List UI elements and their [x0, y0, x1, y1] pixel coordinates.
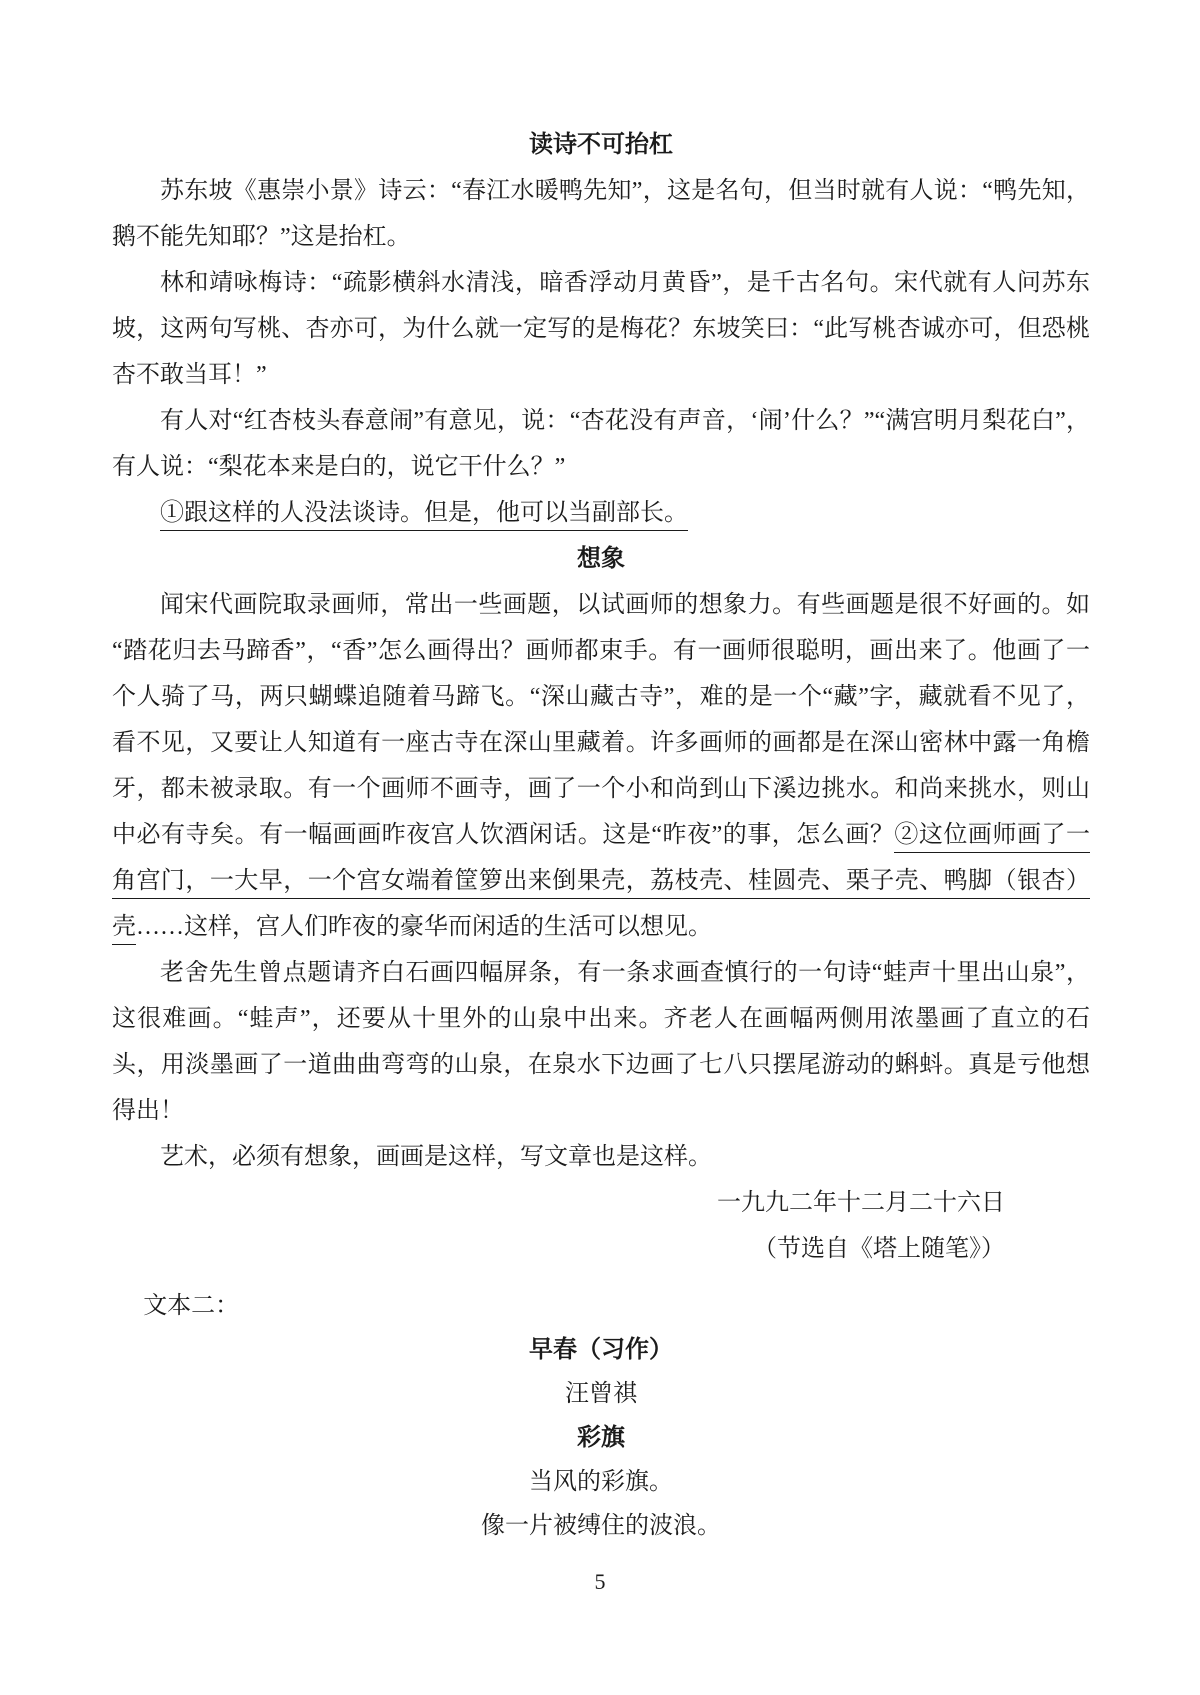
section-heading-imagination: 想象: [577, 546, 625, 572]
paragraph-hongxing: 有人对“红杏枝头春意闹”有意见，说：“杏花没有声音，‘闹’什么？”“满宫明月梨花白”，有人说：“梨花本来是白的，说它干什么？”: [112, 408, 1090, 480]
paragraph-laoshe-qibaishi: 老舍先生曾点题请齐白石画四幅屏条，有一条求画查慎行的一句诗“蛙声十里出山泉”，这很难画。“蛙声”，还要从十里外的山泉中出来。齐老人在画幅两侧用浓墨画了直立的石头，用淡墨画了一道曲曲弯弯的山泉，在泉水下边画了七八只摆尾游动的蝌蚪。真是亏他想得出！: [112, 960, 1090, 1124]
paragraph-imagination-tail: ……这样，宫人们昨夜的豪华而闲适的生活可以想见。: [136, 914, 712, 940]
paragraph-imagination: [112, 582, 1090, 950]
paragraph-linhejing: 林和靖咏梅诗：“疏影横斜水清浅，暗香浮动月黄昏”，是千古名句。宋代就有人问苏东坡，这两句写桃、杏亦可，为什么就一定写的是梅花？东坡笑曰：“此写桃杏诚亦可，但恐桃杏不敢当耳！”: [112, 270, 1090, 388]
poem-title: 早春（习作）: [529, 1337, 673, 1363]
poem-author: 汪曾祺: [565, 1381, 637, 1407]
underlined-sentence-1: [112, 490, 1090, 536]
text2-label: 文本二：: [143, 1293, 240, 1319]
paragraph-sudongpo: 苏东坡《惠崇小景》诗云：“春江水暖鸭先知”，这是名句，但当时就有人说：“鸭先知，鹅不能先知耶？”这是抬杠。: [112, 178, 1090, 250]
poem-line-2: 像一片被缚住的波浪。: [481, 1513, 721, 1539]
paragraph-imagination-lead: 闻宋代画院取录画师，常出一些画题，以试画师的想象力。有些画题是很不好画的。如“踏花归去马蹄香”，“香”怎么画得出？画师都束手。有一画师很聪明，画出来了。他画了一个人骑了马，两只蝴蝶追随着马蹄飞。“深山藏古寺”，难的是一个“藏”字，藏就看不见了，看不见，又要让人知道有一座古寺在深山里藏着。许多画师的画都是在深山密林中露一角檐牙，都未被录取。有一个画师不画寺，画了一个小和尚到山下溪边挑水。和尚来挑水，则山中必有寺矣。有一幅画画昨夜宫人饮酒闲话。这是“昨夜”的事，怎么画？: [112, 592, 1090, 848]
essay-title: 读诗不可抬杠: [529, 132, 673, 158]
source-attribution-line: （节选自《塔上随笔》）: [753, 1236, 1005, 1262]
essay-body: [112, 122, 1090, 1548]
paragraph-conclusion: 艺术，必须有想象，画画是这样，写文章也是这样。: [160, 1144, 712, 1170]
poem-section-title: 彩旗: [577, 1425, 625, 1451]
poem-line-1: 当风的彩旗。: [529, 1469, 673, 1495]
text2-section: [112, 1284, 1090, 1548]
underlined-sentence-2: ②这位画师画了一角宫门，一大早，一个宫女端着筐箩出来倒果壳，荔枝壳、桂圆壳、栗子壳、鸭脚（银杏）壳: [112, 822, 1090, 945]
underlined-sentence-1-text: ①跟这样的人没法谈诗。但是，他可以当副部长。: [160, 500, 688, 531]
date-line: 一九九二年十二月二十六日: [717, 1190, 1005, 1216]
page-number: 5: [594, 1569, 606, 1594]
